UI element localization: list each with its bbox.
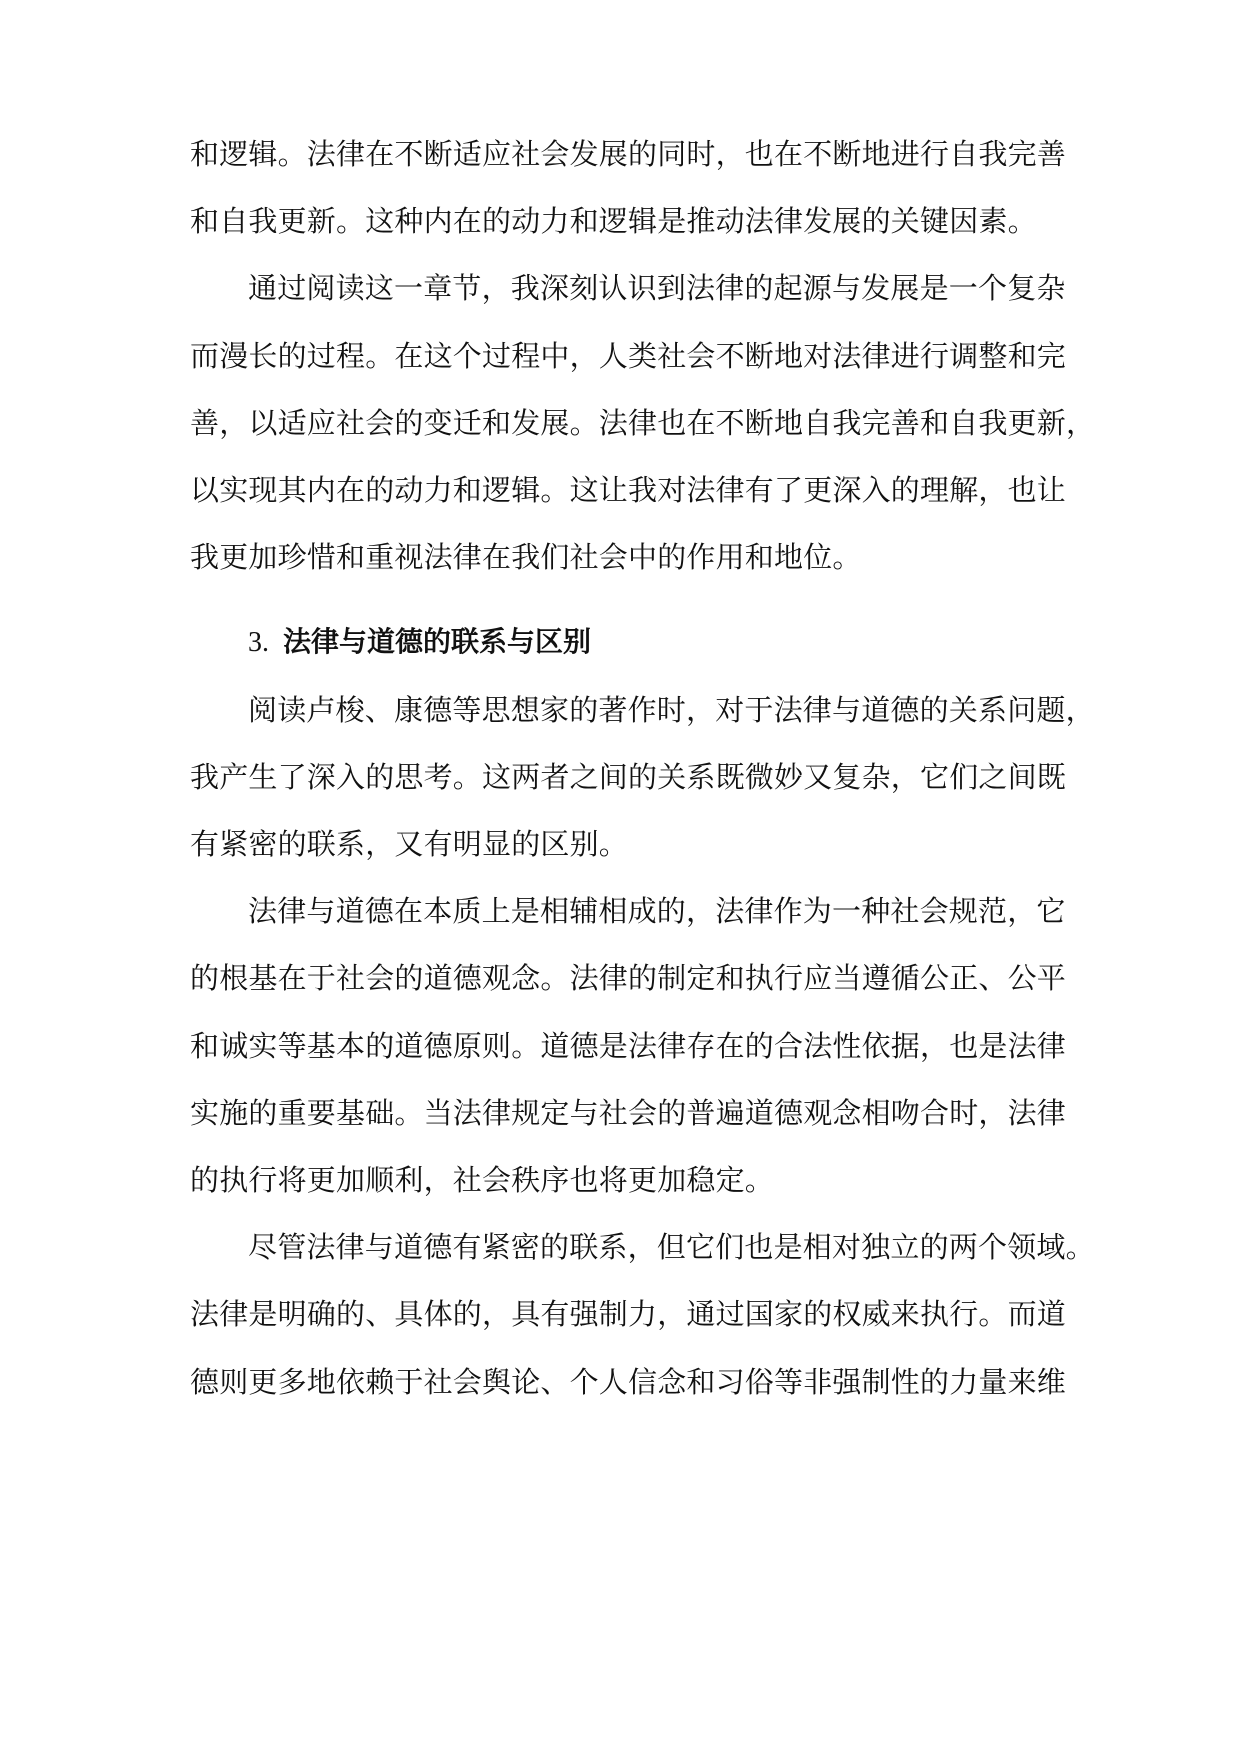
text-line: 阅读卢梭、康德等思想家的著作时，对于法律与道德的关系问题，: [248, 693, 1095, 727]
section-number: 3.: [248, 627, 269, 658]
text-line: 的执行将更加顺利，社会秩序也将更加稳定。: [190, 1163, 775, 1197]
text-line: 的根基在于社会的道德观念。法律的制定和执行应当遵循公正、公平: [190, 961, 1067, 995]
text-line: 我更加珍惜和重视法律在我们社会中的作用和地位。: [190, 540, 862, 574]
section-heading: [248, 622, 591, 663]
text-line: 善，以适应社会的变迁和发展。法律也在不断地自我完善和自我更新，: [190, 406, 1096, 440]
text-line: 和诚实等基本的道德原则。道德是法律存在的合法性依据，也是法律: [190, 1029, 1067, 1063]
text-line: 尽管法律与道德有紧密的联系，但它们也是相对独立的两个领域。: [248, 1230, 1095, 1264]
text-line: 和自我更新。这种内在的动力和逻辑是推动法律发展的关键因素。: [190, 204, 1037, 238]
text-line: 以实现其内在的动力和逻辑。这让我对法律有了更深入的理解，也让: [190, 473, 1067, 507]
text-line: 有紧密的联系，又有明显的区别。: [190, 827, 629, 861]
text-line: 通过阅读这一章节，我深刻认识到法律的起源与发展是一个复杂: [248, 271, 1066, 305]
text-line: 而漫长的过程。在这个过程中，人类社会不断地对法律进行调整和完: [190, 339, 1067, 373]
text-line: 和逻辑。法律在不断适应社会发展的同时，也在不断地进行自我完善: [190, 137, 1067, 171]
text-line: 实施的重要基础。当法律规定与社会的普遍道德观念相吻合时，法律: [190, 1096, 1067, 1130]
text-line: 法律与道德在本质上是相辅相成的，法律作为一种社会规范，它: [248, 894, 1066, 928]
text-line: 法律是明确的、具体的，具有强制力，通过国家的权威来执行。而道: [190, 1297, 1067, 1331]
section-title: 法律与道德的联系与区别: [283, 625, 592, 658]
text-line: 我产生了深入的思考。这两者之间的关系既微妙又复杂，它们之间既: [190, 760, 1067, 794]
text-line: 德则更多地依赖于社会舆论、个人信念和习俗等非强制性的力量来维: [190, 1365, 1067, 1399]
